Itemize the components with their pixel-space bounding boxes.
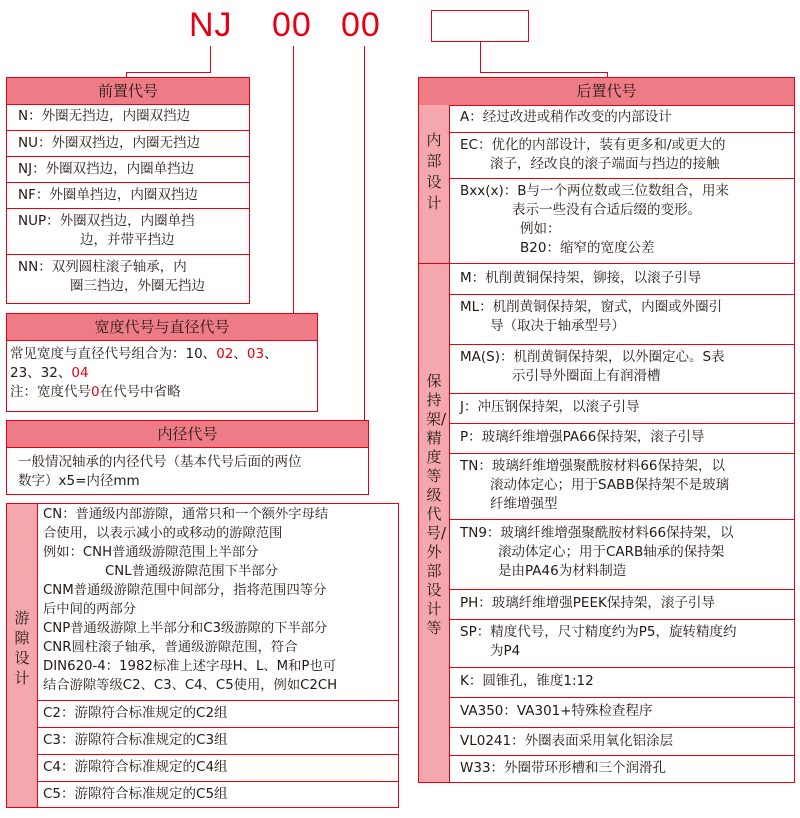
prefix-title: 前置代号 [7, 78, 249, 105]
prefix-item: NN：双列圆柱滚子轴承，内 圈三挡边，外圈无挡边 [7, 254, 249, 304]
code-suffix-box [431, 10, 529, 42]
width-line3: 注：宽度代号0在代号中省略 [10, 384, 181, 400]
code-prefix: NJ [189, 6, 233, 44]
clearance-item: C5：游隙符合标准规定的C5组 [38, 781, 398, 807]
clearance-label: 游隙设计 [7, 504, 38, 807]
suffix-cage-item: M：机削黄铜保持架，铆接，以滚子引导 [460, 270, 702, 286]
bore-panel [6, 420, 369, 495]
prefix-item: NU：外圈双挡边，内圈无挡边 [7, 130, 249, 156]
suffix-internal-item: EC：优化的内部设计，装有更多和/或更大的 滚子，经改良的滚子端面与挡边的接触 [450, 132, 794, 178]
clearance-panel [6, 503, 399, 808]
prefix-item: NJ：外圈双挡边，内圈单挡边 [7, 156, 249, 182]
prefix-item: NUP：外圈双挡边，内圈单挡 边，并带平挡边 [7, 208, 249, 254]
connector-width [293, 46, 294, 314]
width-line2: 23、32、04 [10, 365, 89, 381]
bore-line: 数字）x5=内径mm [18, 473, 140, 489]
code-bore: 00 [341, 6, 381, 44]
clearance-item: C3：游隙符合标准规定的C3组 [38, 727, 398, 754]
suffix-internal-item: A：经过改进或稍作改变的内部设计 [460, 109, 672, 125]
suffix-panel [418, 77, 795, 783]
connector-suffix [480, 42, 481, 73]
prefix-item: N：外圈无挡边，内圈双挡边 [18, 108, 191, 124]
internal-label: 内部设计 [419, 105, 450, 264]
bore-title: 内径代号 [7, 421, 368, 448]
suffix-cage-item: SP：精度代号，尺寸精度约为P5，旋转精度约 为P4 [450, 619, 794, 667]
width-line1: 常见宽度与直径代号组合为：10、02、03、 [10, 346, 278, 362]
suffix-cage-item: K：圆锥孔，锥度1:12 [450, 667, 794, 697]
prefix-item: NF：外圈单挡边，内圈双挡边 [7, 182, 249, 208]
suffix-internal-item: Bxx(x)：B与一个两位数或三位数组合，用来 表示一些没有合适后缀的变形。 例如： B20：缩窄的宽度公差 [450, 178, 794, 264]
connector-bore [364, 46, 365, 421]
suffix-cage-item: VA350：VA301+特殊检查程序 [450, 697, 794, 727]
suffix-cage-item: P：玻璃纤维增强PA66保持架，滚子引导 [450, 423, 794, 453]
suffix-cage-item: ML：机削黄铜保持架，窗式，内圈或外圈引 导（取决于轴承型号） [450, 294, 794, 344]
clearance-item: C2：游隙符合标准规定的C2组 [38, 700, 398, 727]
suffix-cage-item: J：冲压钢保持架，以滚子引导 [450, 393, 794, 423]
suffix-cage-item: TN：玻璃纤维增强聚酰胺材料66保持架，以 滚动体定心；用于SABB保持架不是玻璃 纤维增强型 [450, 453, 794, 519]
suffix-cage-item: PH：玻璃纤维增强PEEK保持架，滚子引导 [450, 589, 794, 619]
bore-line: 一般情况轴承的内径代号（基本代号后面的两位 [18, 454, 302, 470]
width-panel [6, 313, 318, 412]
connector-prefix [210, 46, 211, 73]
clearance-main: CN：普通级内部游隙，通常只和一个额外字母结 合使用，以表示减小的或移动的游隙范围 例如：CNH普通级游隙范围上半部分 CNL普通级游隙范围下半部分 CNM普通级游隙范围中间部分，指将范围四等分 后中间的两部分 CNP普通级游隙上半部分和C3级游隙的下半部分 CNR圆柱滚子轴承，普通级游隙范围，符合 DIN620-4：1982标准上述字母H、L、M和P也可 结合游隙等级C2、C3、C4、C5使用，例如C2CH [43, 507, 338, 693]
code-width: 00 [272, 6, 312, 44]
cage-label: 保持架/精度等级代号/外部设计等 [419, 264, 450, 782]
suffix-cage-item: TN9：玻璃纤维增强聚酰胺材料66保持架，以 滚动体定心；用于CARB轴承的保持架 是由PA46为材料制造 [450, 519, 794, 589]
connector-prefix-h [126, 72, 211, 73]
prefix-panel [6, 77, 250, 304]
suffix-title: 后置代号 [419, 78, 794, 106]
clearance-item: C4：游隙符合标准规定的C4组 [38, 754, 398, 781]
suffix-cage-item: W33：外圈带环形槽和三个润滑孔 [450, 755, 794, 782]
suffix-cage-item: VL0241：外圈表面采用氧化铝涂层 [450, 727, 794, 755]
width-title: 宽度代号与直径代号 [7, 314, 317, 341]
connector-suffix-h [480, 72, 608, 73]
suffix-cage-item: MA(S)：机削黄铜保持架，以外圈定心。S表 示引导外圈面上有润滑槽 [450, 344, 794, 393]
